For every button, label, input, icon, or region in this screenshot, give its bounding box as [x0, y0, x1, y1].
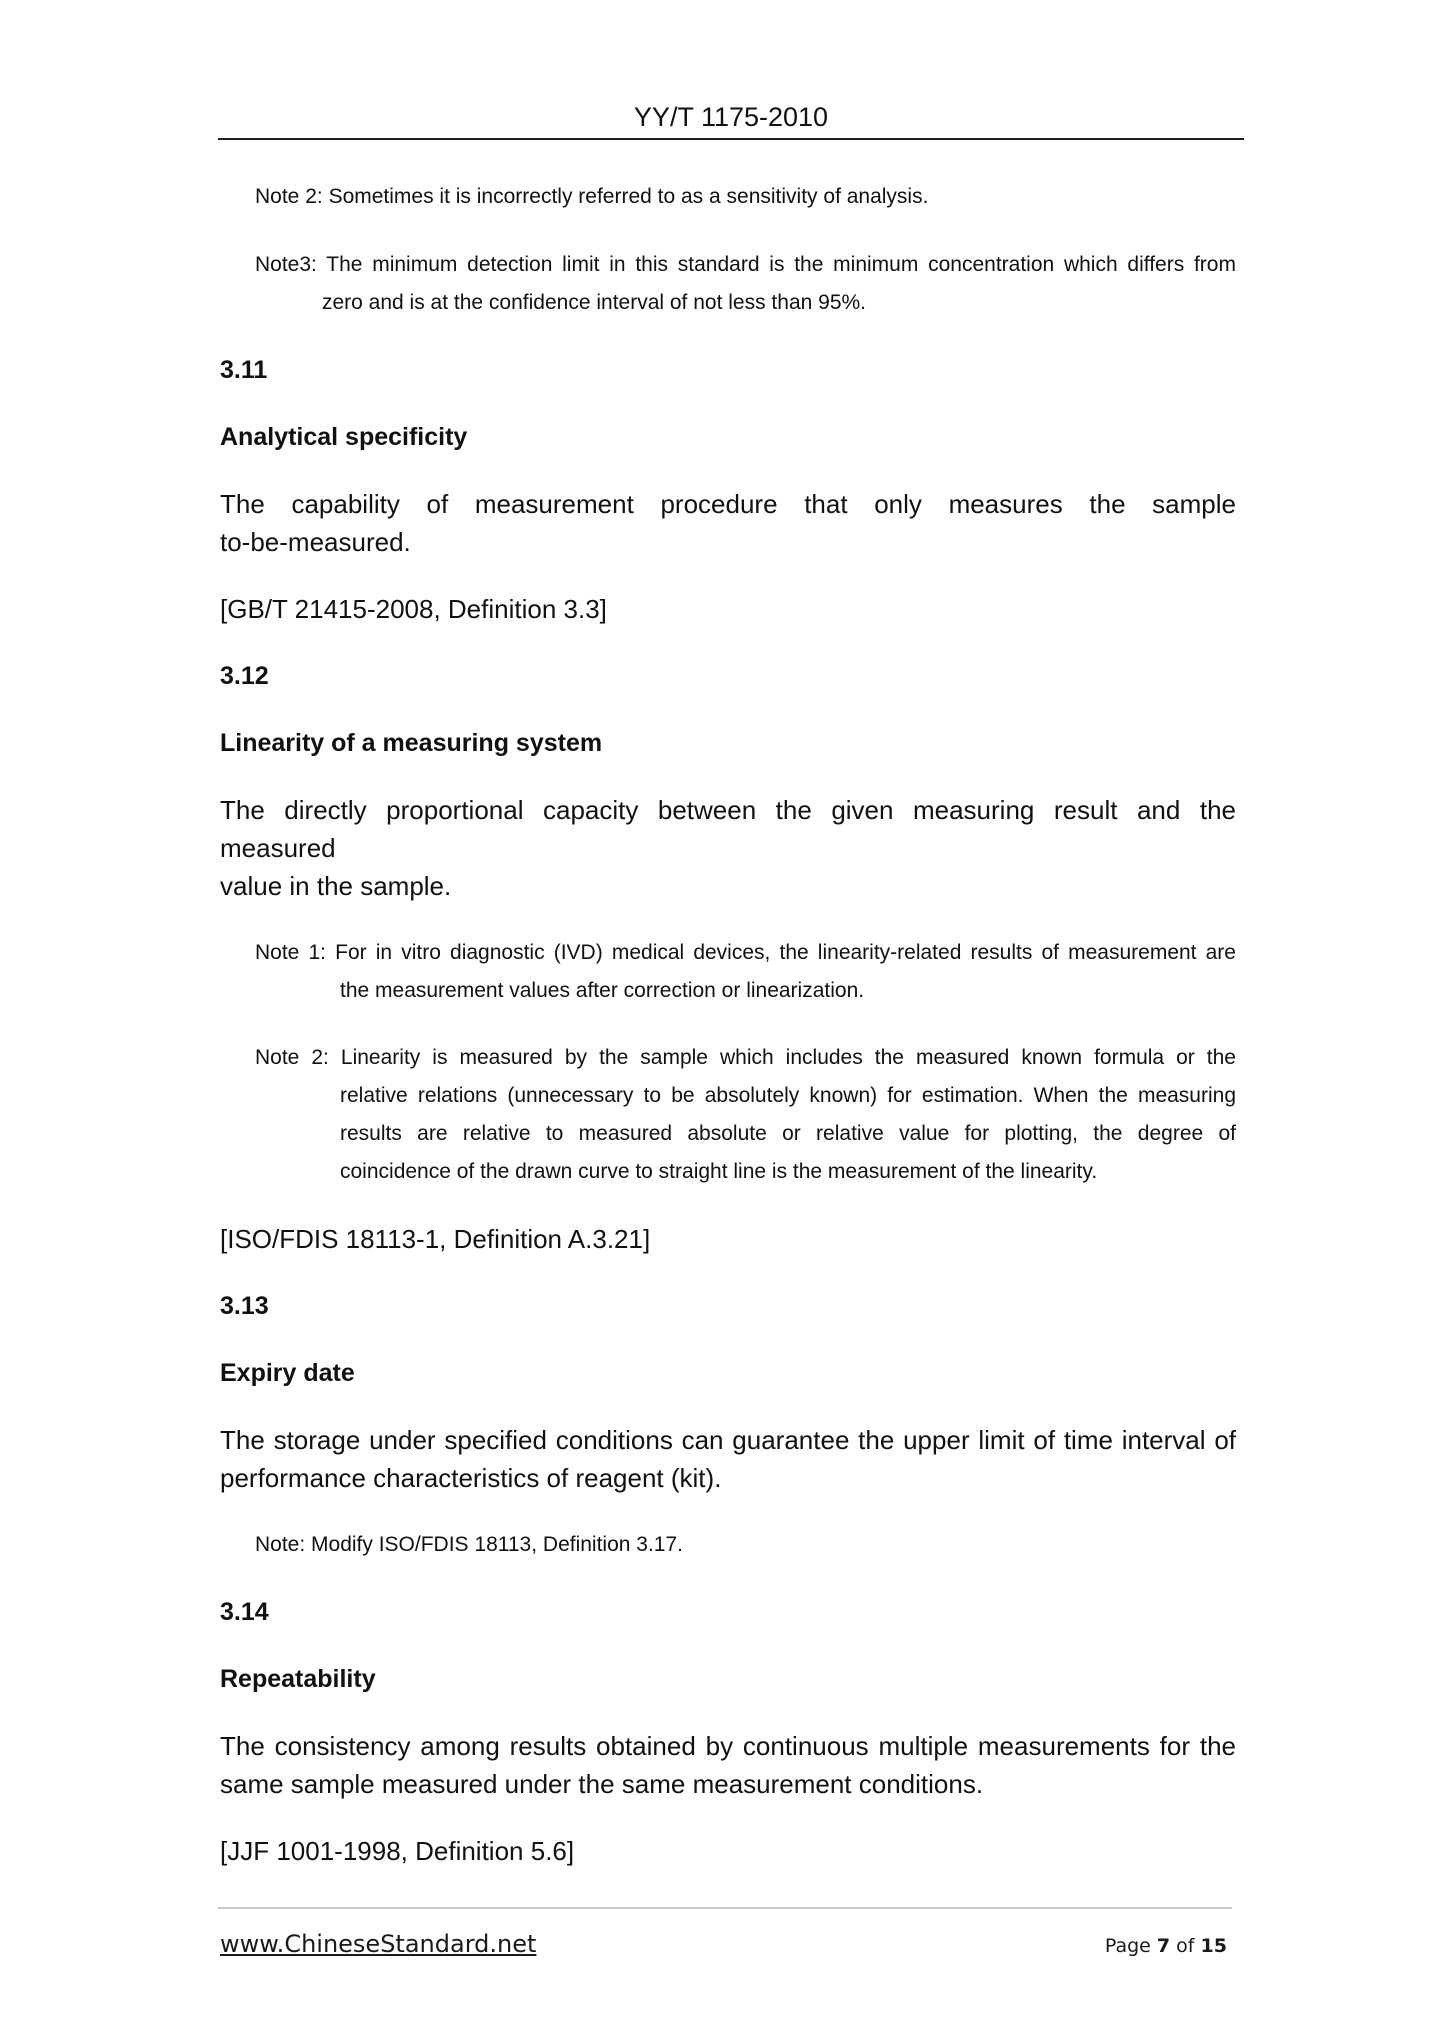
section-title: Linearity of a measuring system: [220, 729, 603, 757]
page-of: of: [1176, 1935, 1195, 1957]
reference: [ISO/FDIS 18113-1, Definition A.3.21]: [220, 1224, 651, 1254]
note-3-top: [255, 246, 1236, 322]
note-text-line: zero and is at the confidence interval of not less than 95%.: [322, 291, 867, 314]
definition-line: same sample measured under the same measurement conditions.: [220, 1769, 984, 1799]
footer-divider: [218, 1907, 1232, 1909]
note: Note: Modify ISO/FDIS 18113, Definition 3.17.: [255, 1533, 683, 1556]
definition-line: The storage under specified conditions can guarantee the upper limit of time interval of: [220, 1425, 1236, 1455]
definition-line: performance characteristics of reagent (kit).: [220, 1463, 722, 1493]
note-text-line: the measurement values after correction or linearization.: [340, 979, 865, 1002]
note-text-line: The minimum detection limit in this standard is the minimum concentration which differs from: [326, 253, 1236, 276]
note-label: Note3:: [255, 253, 317, 276]
page-prefix: Page: [1104, 1935, 1151, 1957]
page-total: 15: [1200, 1935, 1227, 1957]
website-link[interactable]: www.ChineseStandard.net: [220, 1930, 537, 1958]
note-text-line: relative relations (unnecessary to be absolutely known) for estimation. When the measuring: [340, 1084, 1236, 1107]
definition-line: The directly proportional capacity between the given measuring result and the measured: [220, 795, 1236, 863]
note-text: Sometimes it is incorrectly referred to as a sensitivity of analysis.: [328, 185, 929, 208]
definition-line: The capability of measurement procedure that only measures the sample: [220, 489, 1236, 519]
definition-line: to-be-measured.: [220, 527, 411, 557]
section-title: Repeatability: [220, 1665, 376, 1693]
section-number: 3.12: [220, 662, 269, 690]
page-content: [220, 178, 1236, 1870]
note-label: Note 2:: [255, 1046, 329, 1069]
page-current: 7: [1156, 1935, 1171, 1957]
note-2: [255, 1039, 1236, 1191]
page-header: [218, 100, 1244, 140]
page-number: [1105, 1935, 1227, 1957]
note-text-line: Linearity is measured by the sample which includes the measured known formula or the: [340, 1046, 1236, 1069]
note-text-line: results are relative to measured absolute or relative value for plotting, the degree of: [340, 1122, 1236, 1145]
section-title: Expiry date: [220, 1359, 355, 1387]
definition-line: The consistency among results obtained by continuous multiple measurements for the: [220, 1731, 1236, 1761]
definition-line: value in the sample.: [220, 871, 452, 901]
note-2-top: [255, 178, 1236, 216]
note-1: [255, 934, 1236, 1010]
section-title: Analytical specificity: [220, 423, 468, 451]
reference: [GB/T 21415-2008, Definition 3.3]: [220, 594, 607, 624]
note-label: Note 2:: [255, 185, 323, 208]
note-text-line: coincidence of the drawn curve to straight line is the measurement of the linearity.: [340, 1160, 1098, 1183]
section-number: 3.14: [220, 1598, 269, 1626]
section-number: 3.13: [220, 1292, 269, 1320]
note-label: Note 1:: [255, 941, 326, 964]
note-text-line: For in vitro diagnostic (IVD) medical devices, the linearity-related results of measurement are: [335, 941, 1236, 964]
reference: [JJF 1001-1998, Definition 5.6]: [220, 1836, 575, 1866]
standard-code: YY/T 1175-2010: [633, 102, 829, 132]
section-number: 3.11: [220, 356, 268, 384]
